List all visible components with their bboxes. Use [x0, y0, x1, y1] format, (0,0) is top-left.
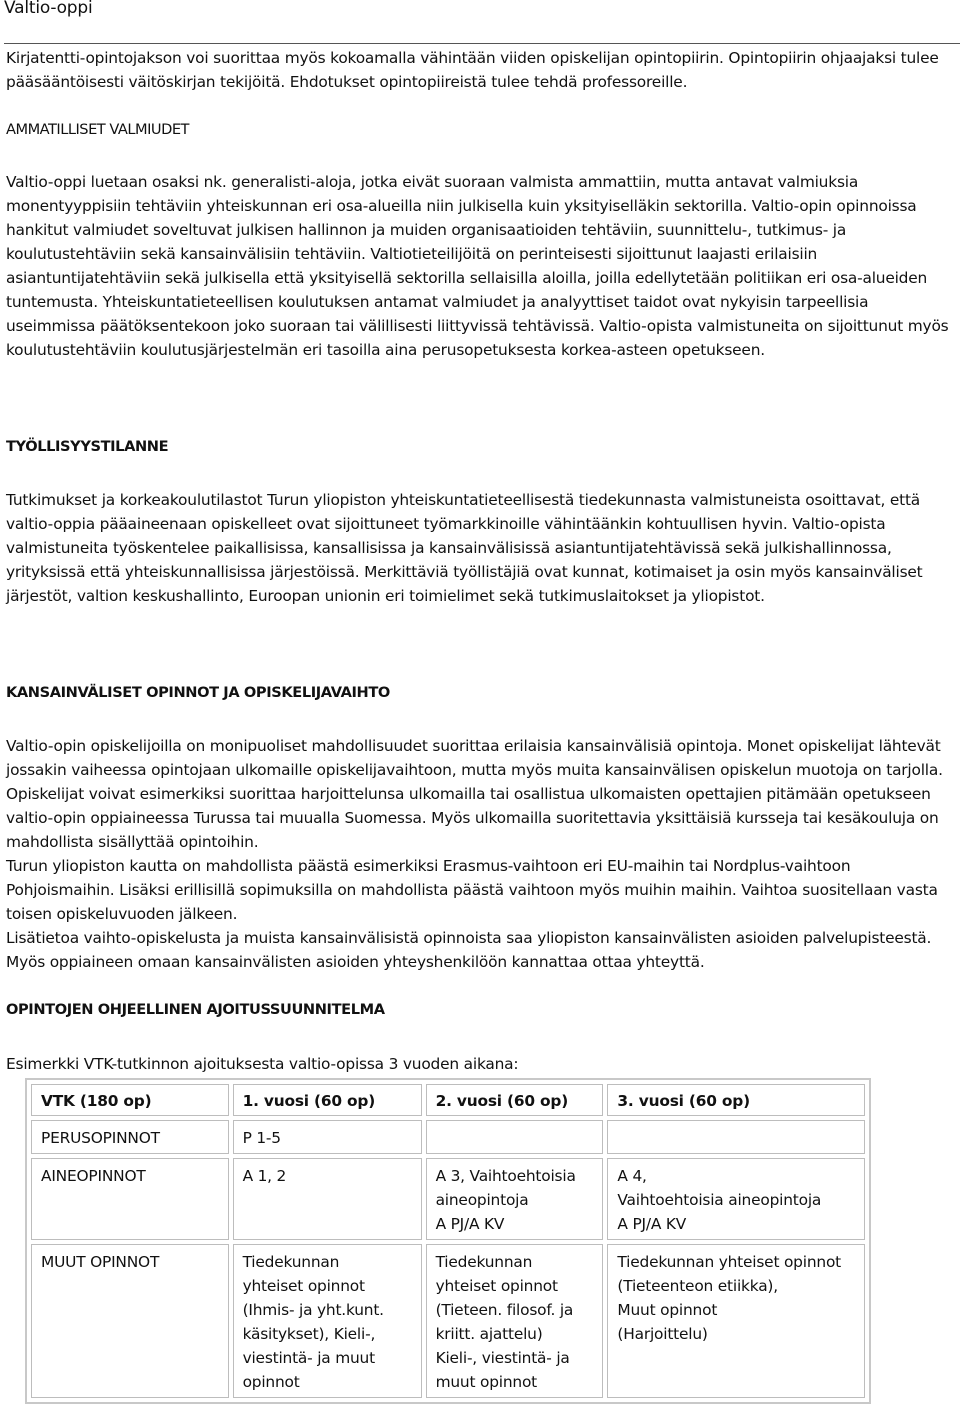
table-cell: PERUSOPINNOT: [31, 1120, 229, 1154]
paragraph-ammatilliset: Valtio-oppi luetaan osaksi nk. generalisti-aloja, jotka eivät suoraan valmista ammattiin, mutta antavat valmiuksia monentyyppisiin tehtäviin yhteiskunnan eri osa-alueilla niin julkisella kuin yksityiselläkin sektorilla. Valtio-opin opinnoissa hankitut valmiudet soveltuvat julkisen hallinnon ja muiden organisaatioiden tehtäviin, suunnittelu-, tutkimus- ja koulutustehtäviin sekä kansainvälisiin tehtäviin. Valtiotieteilijöitä on perinteisesti sijoittunut laajasti erilaisiin asiantuntijatehtäviin sekä julkisella että yksityisellä sektorilla sellaisilla aloilla, joilla edellytetään politiikan eri osa-alueiden tuntemusta. Yhteiskuntatieteellisen koulutuksen antamat valmiudet ja analyyttiset taidot ovat nykyisin tarpeellisia useimmissa päätöksentekoon joko suoraan tai välillisesti liittyvissä tehtävissä. Valtio-opista valmistuneita on sijoittunut myös koulutustehtäviin koulutusjärjestelmän eri tasoilla aina perusopetuksesta korkea-asteen opetukseen.: [6, 173, 949, 359]
table-cell: A 4, Vaihtoehtoisia aineopintoja A PJ/A KV: [607, 1158, 865, 1240]
study-plan-table: [25, 1078, 871, 1404]
heading-kansainvaliset: KANSAINVÄLISET OPINNOT JA OPISKELIJAVAIHTO: [6, 684, 390, 701]
table-cell: Tiedekunnan yhteiset opinnot (Ihmis- ja yht.kunt. käsitykset), Kieli-, viestintä- ja muut opinnot: [233, 1244, 422, 1398]
table-row: [31, 1120, 865, 1154]
table-cell: Tiedekunnan yhteiset opinnot (Tieteenteon etiikka), Muut opinnot (Harjoittelu): [607, 1244, 865, 1398]
paragraph-kansainvaliset: [6, 734, 954, 974]
heading-tyollisyys: TYÖLLISYYSTILANNE: [6, 438, 169, 455]
table-cell: [426, 1120, 604, 1154]
table-row: [31, 1244, 865, 1398]
kansainvaliset-line-2: Turun yliopiston kautta on mahdollista päästä esimerkiksi Erasmus-vaihtoon eri EU-maihin tai Nordplus-vaihtoon Pohjoismaihin. Lisäksi erillisillä sopimuksilla on mahdollista päästä vaihtoon myös muihin maihin. Vaihtoa suositellaan vasta toisen opiskeluvuoden jälkeen.: [6, 857, 938, 923]
header-cell: 2. vuosi (60 op): [426, 1084, 604, 1116]
table-header-row: [31, 1084, 865, 1116]
heading-ammatilliset: AMMATILLISET VALMIUDET: [6, 121, 189, 138]
table-cell: P 1-5: [233, 1120, 422, 1154]
paragraph-tyollisyys: Tutkimukset ja korkeakoulutilastot Turun yliopiston yhteiskuntatieteellisestä tiedekunnasta valmistuneista osoittavat, että valtio-oppia pääaineenaan opiskelleet ovat sijoittuneet työmarkkinoille vähintäänkin kohtuullisen hyvin. Valtio-opista valmistuneita työskentelee paikallisissa, kansallisissa ja kansainvälisissä asiantuntijatehtävissä sekä julkishallinnossa, yrityksissä että yhteiskunnallisissa järjestöissä. Merkittäviä työllistäjiä ovat kunnat, kotimaiset ja osin myös kansainväliset järjestöt, valtion keskushallinto, Euroopan unionin eri toimielimet sekä tutkimuslaitokset ja yliopistot.: [6, 491, 923, 605]
intro-paragraph: Kirjatentti-opintojakson voi suorittaa myös kokoamalla vähintään viiden opiskelijan opintopiirin. Opintopiirin ohjaajaksi tulee pääsääntöisesti väitöskirjan tekijöitä. Ehdotukset opintopiireistä tulee tehdä professoreille.: [6, 49, 939, 91]
header-cell: VTK (180 op): [31, 1084, 229, 1116]
kansainvaliset-line-1: Valtio-opin opiskelijoilla on monipuoliset mahdollisuudet suorittaa erilaisia kansainvälisiä opintoja. Monet opiskelijat lähtevät jossakin vaiheessa opintojaan ulkomaille opiskelijavaihtoon, mutta myös muita kansainvälisen opiskelun muotoja on tarjolla. Opiskelijat voivat esimerkiksi suorittaa harjoittelunsa ulkomailla tai osallistua ulkomaisten opettajien pitämään opetukseen valtio-opin oppiaineessa Turussa tai muualla Suomessa. Myös ulkomailla suoritettavia yksittäisiä kursseja tai kesäkouluja on mahdollista sisällyttää opintoihin.: [6, 737, 943, 851]
page-title: Valtio-oppi: [4, 0, 93, 18]
table-cell: A 3, Vaihtoehtoisia aineopintoja A PJ/A KV: [426, 1158, 604, 1240]
header-cell: 1. vuosi (60 op): [233, 1084, 422, 1116]
table-cell: MUUT OPINNOT: [31, 1244, 229, 1398]
heading-ajoitus: OPINTOJEN OHJEELLINEN AJOITUSSUUNNITELMA: [6, 1001, 385, 1018]
table-cell: A 1, 2: [233, 1158, 422, 1240]
table-row: [31, 1158, 865, 1240]
table-cell: AINEOPINNOT: [31, 1158, 229, 1240]
table-caption: Esimerkki VTK-tutkinnon ajoituksesta valtio-opissa 3 vuoden aikana:: [6, 1055, 519, 1073]
kansainvaliset-line-3: Lisätietoa vaihto-opiskelusta ja muista kansainvälisistä opinnoista saa yliopiston kansainvälisten asioiden palvelupisteestä. Myös oppiaineen omaan kansainvälisten asioiden yhteyshenkilöön kannattaa ottaa yhteyttä.: [6, 929, 932, 971]
table-cell: Tiedekunnan yhteiset opinnot (Tieteen. filosof. ja kriitt. ajattelu) Kieli-, viestintä- ja muut opinnot: [426, 1244, 604, 1398]
table-cell: [607, 1120, 865, 1154]
header-cell: 3. vuosi (60 op): [607, 1084, 865, 1116]
title-divider: [4, 43, 960, 44]
